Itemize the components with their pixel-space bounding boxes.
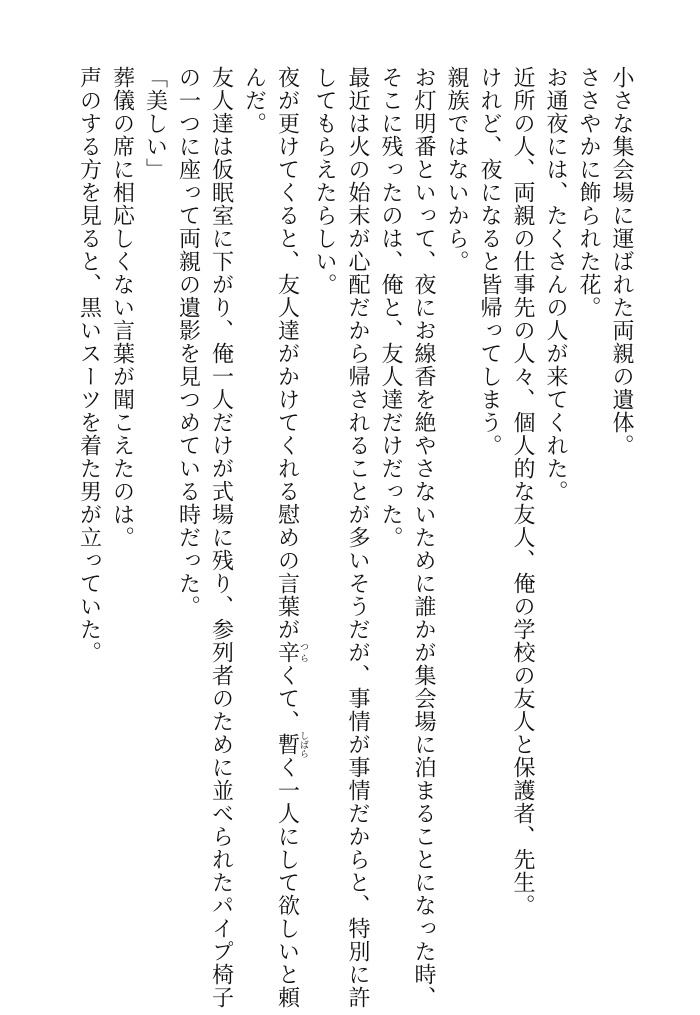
text-line-5: けれど、夜になると皆帰ってしまう。 <box>477 66 502 457</box>
text-line-12: んだ。 <box>241 66 267 135</box>
text-line-13: 友人達は仮眠室に下がり、俺一人だけが式場に残り、参列者のために並べられたパイプ椅子 <box>208 66 234 1009</box>
ruby-line-middle: くて、 <box>274 664 300 733</box>
text-line-1: 小さな集会場に運ばれた両親の遺体。 <box>609 66 634 457</box>
text-line-17: 声のする方を見ると、黒いスーツを着た男が立っていた。 <box>76 66 102 664</box>
text-line-6: 親族ではないから。 <box>444 66 469 273</box>
text-line-7: お灯明番といって、夜にお線香を絶やさないために誰かが集会場に泊まることになった時、 <box>411 66 436 1009</box>
ruby-shibara <box>274 731 308 758</box>
text-line-15: 「美しい」 <box>142 66 168 181</box>
ruby-tsura <box>274 641 308 664</box>
ruby-line-after: く一人にして欲しいと頼 <box>274 756 300 1009</box>
text-line-3: お通夜には、たくさんの人が来てくれた。 <box>543 66 568 503</box>
text-line-14: の一つに座って両親の遺影を見つめている時だった。 <box>175 66 201 618</box>
text-line-4: 近所の人、両親の仕事先の人々、個人的な友人、俺の学校の友人と保護者、先生。 <box>510 66 535 917</box>
ruby-base-shibara: 暫 <box>274 731 300 758</box>
text-line-16: 葬儀の席に相応しくない言葉が聞こえたのは。 <box>109 66 135 549</box>
ruby-reading-tsura: つら <box>298 641 308 664</box>
ruby-reading-shibara: しばら <box>298 731 308 758</box>
text-line-9: 最近は火の始末が心配だから帰されることが多いそうだが、事情が事情だからと、特別に許 <box>345 66 370 1009</box>
ruby-base-tsura: 辛 <box>274 641 300 664</box>
text-line-11 <box>271 66 309 1009</box>
text-line-10: してもらえたらしい。 <box>312 66 337 296</box>
text-line-8: そこに残ったのは、俺と、友人達だけだった。 <box>378 66 403 549</box>
text-line-2: ささやかに飾られた花。 <box>576 66 601 319</box>
ruby-line-before: 夜が更けてくると、友人達がかけてくれる慰めの言葉が <box>274 66 300 641</box>
vertical-text-block <box>73 66 639 1009</box>
